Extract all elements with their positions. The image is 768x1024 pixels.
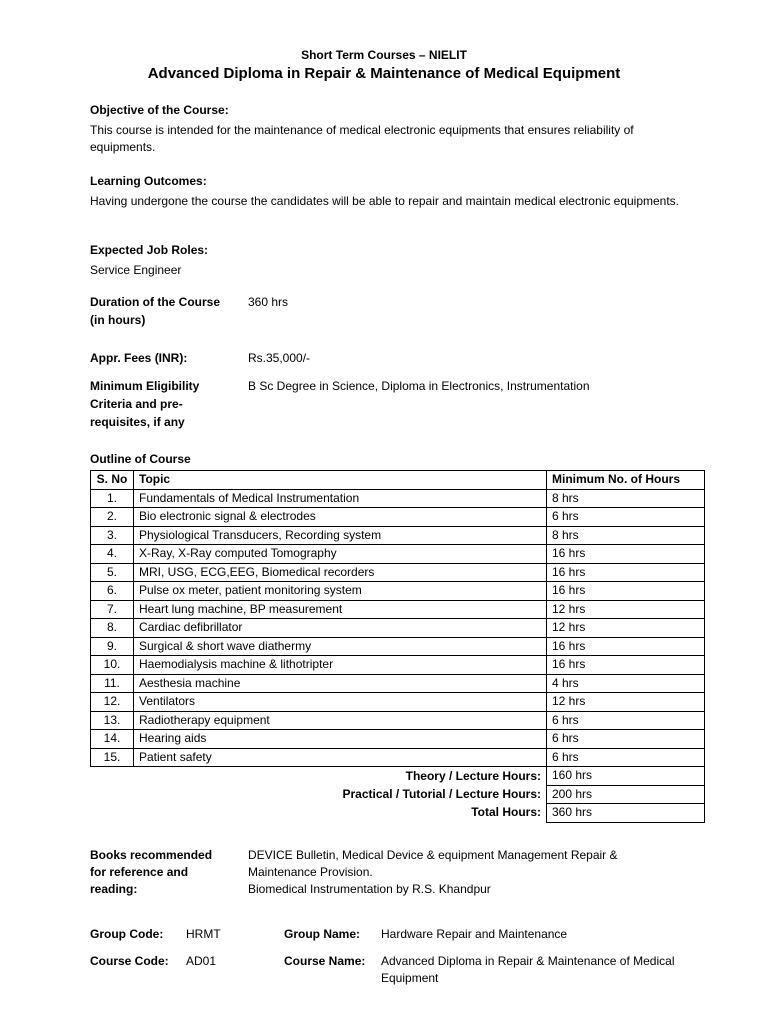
total-row-practical — [91, 785, 705, 804]
row-hours: 16 hrs — [547, 582, 705, 601]
table-row — [91, 711, 705, 730]
objective-text: This course is intended for the maintenance of medical electronic equipments that ensures reliability of equipments. — [90, 123, 634, 154]
books-label-3: reading: — [90, 882, 138, 896]
row-sno: 14. — [91, 730, 134, 749]
group-name-value: Hardware Repair and Maintenance — [381, 927, 568, 941]
eligibility-label-1: Minimum Eligibility — [90, 379, 200, 393]
outline-heading: Outline of Course — [90, 452, 191, 466]
row-hours: 4 hrs — [547, 674, 705, 693]
blank-cell — [91, 804, 134, 823]
course-name-line-2: Equipment — [381, 971, 439, 985]
row-sno: 9. — [91, 637, 134, 656]
course-name-line-1: Advanced Diploma in Repair & Maintenance of Medical — [381, 954, 675, 968]
table-row — [91, 600, 705, 619]
document-subtitle: Short Term Courses – NIELIT — [301, 48, 467, 62]
row-hours: 16 hrs — [547, 637, 705, 656]
blank-cell — [91, 767, 134, 786]
row-topic: Cardiac defibrillator — [134, 619, 547, 638]
row-sno: 3. — [91, 526, 134, 545]
table-row — [91, 693, 705, 712]
table-header-row — [91, 471, 705, 490]
column-header-topic: Topic — [134, 471, 547, 490]
row-sno: 12. — [91, 693, 134, 712]
row-topic: Ventilators — [134, 693, 547, 712]
row-sno: 8. — [91, 619, 134, 638]
table-row — [91, 748, 705, 767]
row-topic: Haemodialysis machine & lithotripter — [134, 656, 547, 675]
total-row-theory — [91, 767, 705, 786]
row-topic: Fundamentals of Medical Instrumentation — [134, 489, 547, 508]
row-hours: 12 hrs — [547, 600, 705, 619]
books-line-1: DEVICE Bulletin, Medical Device & equipment Management Repair & — [248, 848, 618, 862]
row-sno: 4. — [91, 545, 134, 564]
table-row — [91, 730, 705, 749]
job-roles-text: Service Engineer — [90, 263, 182, 277]
books-label-1: Books recommended — [90, 848, 213, 862]
eligibility-value: B Sc Degree in Science, Diploma in Electronics, Instrumentation — [248, 379, 590, 393]
outcomes-text: Having undergone the course the candidates will be able to repair and maintain medical electronic equipments. — [90, 194, 680, 208]
course-name-label: Course Name: — [284, 954, 366, 968]
fees-label: Appr. Fees (INR): — [90, 351, 188, 365]
row-sno: 10. — [91, 656, 134, 675]
table-row — [91, 619, 705, 638]
row-hours: 6 hrs — [547, 730, 705, 749]
table-row — [91, 674, 705, 693]
row-hours: 8 hrs — [547, 526, 705, 545]
outcomes-heading: Learning Outcomes: — [90, 174, 207, 188]
row-topic: Heart lung machine, BP measurement — [134, 600, 547, 619]
row-hours: 16 hrs — [547, 563, 705, 582]
row-topic: MRI, USG, ECG,EEG, Biomedical recorders — [134, 563, 547, 582]
duration-label-1: Duration of the Course — [90, 295, 221, 309]
row-hours: 6 hrs — [547, 711, 705, 730]
column-header-hours: Minimum No. of Hours — [547, 471, 705, 490]
course-code-value: AD01 — [186, 954, 217, 968]
group-code-value: HRMT — [186, 927, 221, 941]
row-hours: 16 hrs — [547, 656, 705, 675]
row-sno: 5. — [91, 563, 134, 582]
job-roles-heading: Expected Job Roles: — [90, 243, 209, 257]
row-hours: 6 hrs — [547, 508, 705, 527]
course-code-label: Course Code: — [90, 954, 169, 968]
row-sno: 15. — [91, 748, 134, 767]
row-topic: X-Ray, X-Ray computed Tomography — [134, 545, 547, 564]
row-hours: 8 hrs — [547, 489, 705, 508]
row-topic: Pulse ox meter, patient monitoring system — [134, 582, 547, 601]
document-title: Advanced Diploma in Repair & Maintenance of Medical Equipment — [147, 65, 621, 82]
row-hours: 16 hrs — [547, 545, 705, 564]
row-sno: 13. — [91, 711, 134, 730]
books-line-3: Biomedical Instrumentation by R.S. Khandpur — [248, 882, 491, 896]
row-topic: Bio electronic signal & electrodes — [134, 508, 547, 527]
total-label: Total Hours: — [471, 805, 541, 820]
row-hours: 12 hrs — [547, 619, 705, 638]
row-topic: Patient safety — [134, 748, 547, 767]
row-sno: 7. — [91, 600, 134, 619]
column-header-sno: S. No — [91, 471, 134, 490]
books-line-2: Maintenance Provision. — [248, 865, 373, 879]
row-topic: Radiotherapy equipment — [134, 711, 547, 730]
row-topic: Hearing aids — [134, 730, 547, 749]
row-topic: Physiological Transducers, Recording system — [134, 526, 547, 545]
total-value: 200 hrs — [547, 785, 705, 804]
table-row — [91, 508, 705, 527]
table-row — [91, 656, 705, 675]
objective-heading: Objective of the Course: — [90, 103, 229, 117]
books-label-2: for reference and — [90, 865, 189, 879]
row-sno: 11. — [91, 674, 134, 693]
course-outline-table — [90, 470, 705, 823]
eligibility-label-3: requisites, if any — [90, 415, 185, 429]
duration-label-2: (in hours) — [90, 313, 146, 327]
total-label: Practical / Tutorial / Lecture Hours: — [342, 786, 541, 801]
table-row — [91, 489, 705, 508]
row-topic: Aesthesia machine — [134, 674, 547, 693]
total-row-total — [91, 804, 705, 823]
table-row — [91, 637, 705, 656]
blank-cell — [91, 785, 134, 804]
row-topic: Surgical & short wave diathermy — [134, 637, 547, 656]
row-hours: 6 hrs — [547, 748, 705, 767]
row-sno: 1. — [91, 489, 134, 508]
row-hours: 12 hrs — [547, 693, 705, 712]
total-label: Theory / Lecture Hours: — [405, 768, 541, 783]
eligibility-label-2: Criteria and pre- — [90, 397, 183, 411]
group-code-label: Group Code: — [90, 927, 164, 941]
fees-value: Rs.35,000/- — [248, 351, 311, 365]
table-row — [91, 526, 705, 545]
table-row — [91, 582, 705, 601]
group-name-label: Group Name: — [284, 927, 361, 941]
table-row — [91, 545, 705, 564]
total-value: 360 hrs — [547, 804, 705, 823]
table-row — [91, 563, 705, 582]
total-value: 160 hrs — [547, 767, 705, 786]
row-sno: 6. — [91, 582, 134, 601]
duration-value: 360 hrs — [248, 295, 289, 309]
row-sno: 2. — [91, 508, 134, 527]
